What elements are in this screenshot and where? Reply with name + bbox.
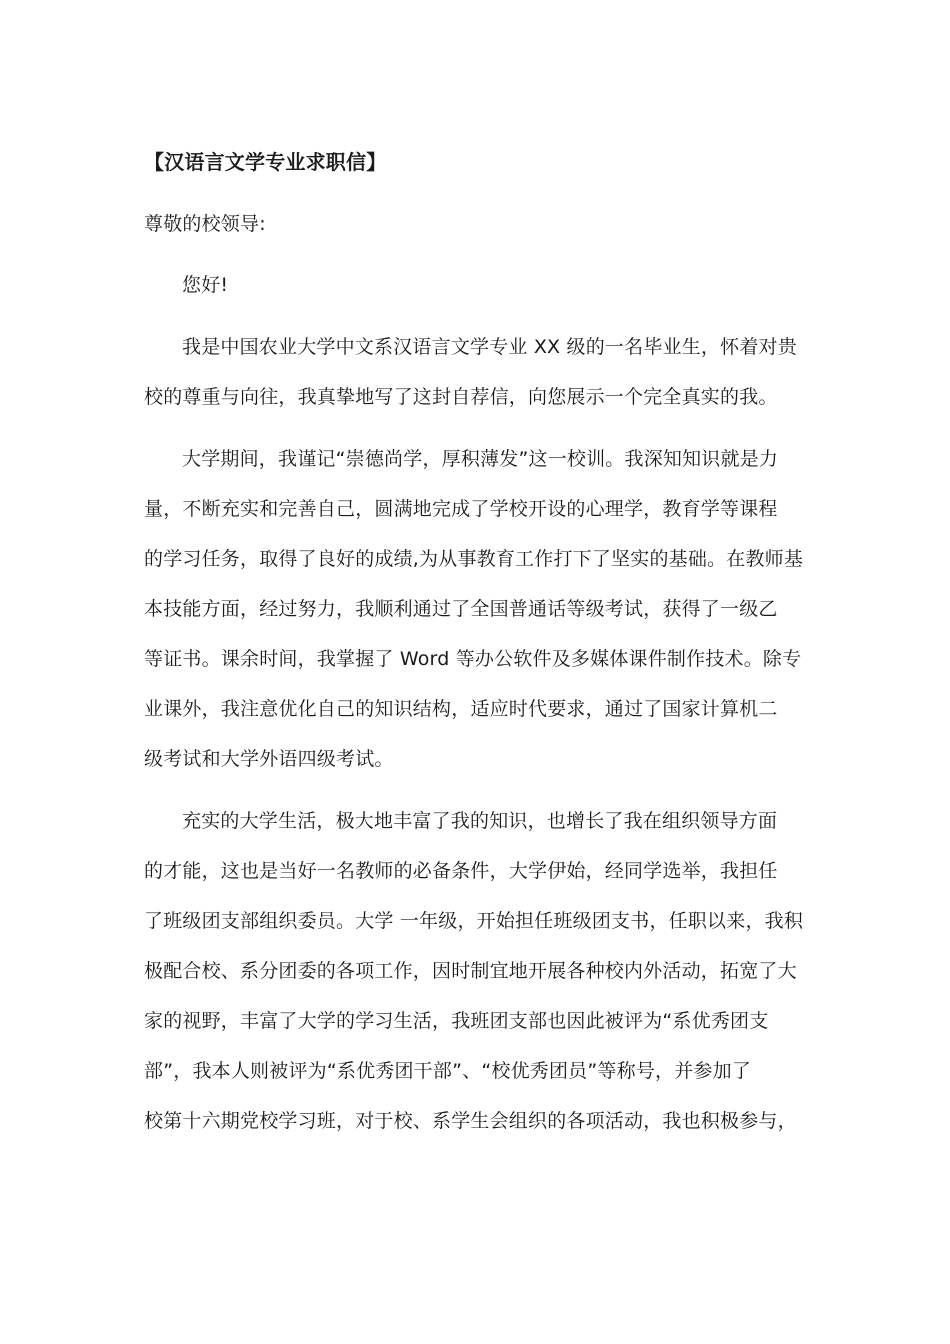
paragraph-1-line-1: 我是中国农业大学中文系汉语言文学专业 XX 级的一名毕业生，怀着对贵	[182, 336, 797, 358]
paragraph-3-line-5: 家的视野，丰富了大学的学习生活，我班团支部也因此被评为“系优秀团支	[144, 1010, 769, 1032]
paragraph-3-line-4: 极配合校、系分团委的各项工作，因时制宜地开展各种校内外活动，拓宽了大	[144, 960, 797, 982]
paragraph-2-line-3: 的学习任务，取得了良好的成绩,为从事教育工作打下了坚实的基础。在教师基	[144, 548, 804, 570]
document-title: 【汉语言文学专业求职信】	[144, 150, 387, 174]
paragraph-3-line-2: 的才能，这也是当好一名教师的必备条件，大学伊始，经同学选举，我担任	[144, 860, 778, 882]
paragraph-2-line-6: 业课外，我注意优化自己的知识结构，适应时代要求，通过了国家计算机二	[144, 698, 778, 720]
paragraph-3-line-7: 校第十六期党校学习班，对于校、系学生会组织的各项活动，我也积极参与，	[144, 1110, 797, 1132]
paragraph-2-line-2: 量，不断充实和完善自己，圆满地完成了学校开设的心理学，教育学等课程	[144, 498, 778, 520]
paragraph-2-line-4: 本技能方面，经过努力，我顺利通过了全国普通话等级考试，获得了一级乙	[144, 598, 778, 620]
paragraph-1-line-2: 校的尊重与向往，我真挚地写了这封自荐信，向您展示一个完全真实的我。	[144, 386, 778, 408]
paragraph-3-line-6: 部”，我本人则被评为“系优秀团干部”、“校优秀团员”等称号，并参加了	[144, 1060, 752, 1082]
salutation: 尊敬的校领导:	[144, 213, 266, 235]
paragraph-3-line-1: 充实的大学生活，极大地丰富了我的知识，也增长了我在组织领导方面	[182, 810, 778, 832]
paragraph-3-line-3: 了班级团支部组织委员。大学 一年级，开始担任班级团支书，任职以来，我积	[144, 910, 804, 932]
paragraph-2-line-5: 等证书。课余时间，我掌握了 Word 等办公软件及多媒体课件制作技术。除专	[144, 648, 802, 670]
paragraph-2-line-7: 级考试和大学外语四级考试。	[144, 748, 394, 770]
greeting: 您好!	[182, 274, 229, 296]
paragraph-2-line-1: 大学期间，我谨记“崇德尚学，厚积薄发”这一校训。我深知知识就是力	[182, 448, 779, 470]
